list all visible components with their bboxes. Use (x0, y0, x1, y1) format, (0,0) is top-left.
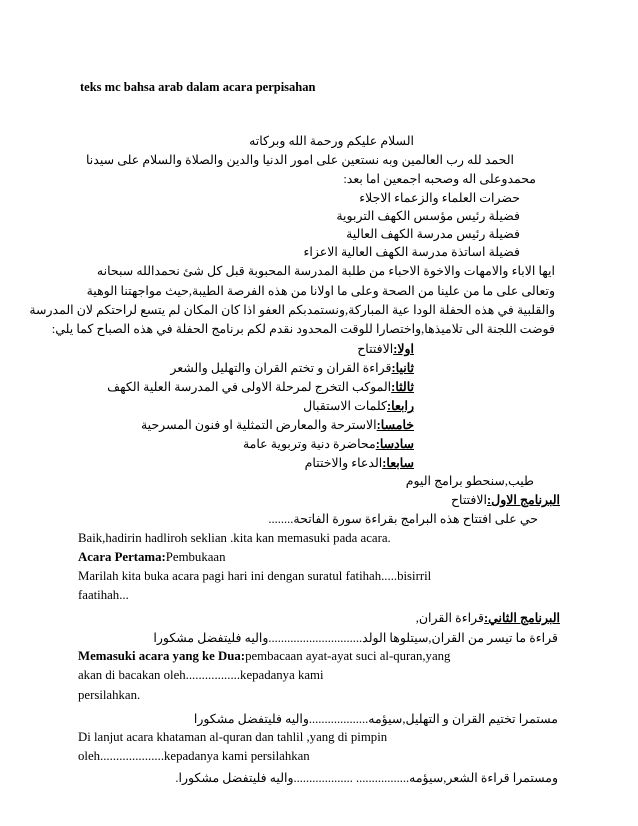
program3-latin-2: oleh....................kepadanya kami persilahkan (78, 749, 310, 763)
closing-intro: طيب,سنحطو برامج اليوم (405, 474, 534, 488)
program4-arabic: ومستمرا قراءة الشعر,سيؤمه................. ...................واليه فليتفضل مشكورا. (175, 771, 558, 785)
program2-arabic: قراءة ما تيسر من القران,سيتلوها الولد..............................واليه فليتفضل مشكورا (153, 631, 558, 645)
program1-latin-3: faatihah... (78, 588, 129, 602)
opening-line-1: الحمد لله رب العالمين وبه نستعين على امور الدنيا والدين والصلاة والسلام على سيدنا (86, 153, 514, 167)
program1-arabic: حي على افتتاح هذه البرامج بقراءة سورة الفاتحة........ (268, 512, 538, 526)
paragraph-line-4: فوضت اللجنة الى تلاميذها,واختصارا للوقت المحدود نقدم لكم برنامج الحفلة في هذه الصباح كما يلي: (51, 322, 555, 336)
program-item-number: سابعا: (382, 456, 414, 470)
program2-heading (416, 610, 560, 626)
program1-heading-text: الافتتاح (450, 493, 487, 507)
program-item-text: كلمات الاستقبال (303, 399, 387, 413)
program3-arabic: مستمرا تختيم القران و التهليل,سيؤمه...................واليه فليتفضل مشكورا (193, 712, 558, 726)
program-item-text: الدعاء والاختتام (304, 456, 383, 470)
program-item-number: ثانيا: (391, 361, 414, 375)
program1-acara-label: Acara Pertama: (78, 550, 166, 564)
program-item-5 (141, 417, 414, 433)
paragraph-line-3: والقلبية في هذه الحفلة الودا عية المباركة,ونستمدبكم العفو اذا كان المكان لم يتسع لراحتكم لان المدرسة (29, 303, 555, 317)
program2-latin-2: akan di bacakan oleh.................kepadanya kami (78, 668, 324, 682)
paragraph-line-2: وتعالى على ما من علينا من الصحة وعلى ما اولانا من هذه الفرصة الطيبة,حيث مواجهتنا الوهية (86, 284, 555, 298)
program-item-text: الموكب التخرج لمرحلة الاولى في المدرسة العلية الكهف (107, 380, 392, 394)
program-item-number: خامسا: (376, 418, 414, 432)
addressee-2: فضيلة رئيس مؤسس الكهف التربوية (336, 209, 520, 223)
program1-heading-label: البرنامج الاول: (486, 493, 560, 507)
greeting: السلام عليكم ورحمة الله وبركاته (249, 134, 414, 148)
opening-line-2: محمدوعلى اله وصحبه اجمعين اما بعد: (343, 172, 536, 186)
program3-latin-1: Di lanjut acara khataman al-quran dan tahlil ,yang di pimpin (78, 730, 388, 744)
program-item-6 (243, 436, 414, 452)
addressee-1: حضرات العلماء والزعماء الاجلاء (359, 191, 520, 205)
program1-acara (78, 550, 225, 565)
program-item-number: ثالثا: (391, 380, 414, 394)
program-item-number: اولا: (393, 342, 414, 356)
program1-acara-text: Pembukaan (165, 550, 226, 564)
program-item-text: الاسترحة والمعارض التمثلية او فنون المسرحية (140, 418, 377, 432)
program1-latin-2: Marilah kita buka acara pagi hari ini dengan suratul fatihah.....bisirril (78, 569, 432, 583)
program1-heading (451, 492, 560, 508)
program-item-number: رابعا: (387, 399, 414, 413)
program2-latin-3: persilahkan. (78, 688, 141, 702)
program2-acara-text: pembacaan ayat-ayat suci al-quran,yang (245, 649, 451, 663)
program2-acara (78, 649, 450, 664)
program2-acara-label: Memasuki acara yang ke Dua: (78, 649, 246, 663)
addressee-4: فضيلة اساتذة مدرسة الكهف العالية الاعزاء (303, 245, 520, 259)
program2-heading-text: قراءة القران, (415, 611, 484, 625)
program-item-number: سادسا: (375, 437, 414, 451)
program-item-2 (170, 360, 414, 376)
program-item-text: محاضرة دنية وتربوية عامة (242, 437, 376, 451)
program-item-3 (107, 379, 414, 395)
document-title: teks mc bahsa arab dalam acara perpisahan (80, 80, 316, 94)
program-item-7 (305, 455, 414, 471)
program-item-4 (303, 398, 414, 414)
program2-heading-label: البرنامج الثاني: (483, 611, 560, 625)
program-item-text: قراءة القران و تختم القران والتهليل والشعر (170, 361, 392, 375)
program1-latin-1: Baik,hadirin hadliroh seklian .kita kan memasuki pada acara. (78, 531, 391, 545)
program-item-1 (357, 341, 414, 357)
program-item-text: الافتتاح (357, 342, 394, 356)
paragraph-line-1: ايها الاباء والامهات والاخوة الاحباء من طلبة المدرسة المحبوبة قبل كل شئ نحمدالله سبحانه (96, 264, 555, 278)
addressee-3: فضيلة رئيس مدرسة الكهف العالية (346, 227, 520, 241)
